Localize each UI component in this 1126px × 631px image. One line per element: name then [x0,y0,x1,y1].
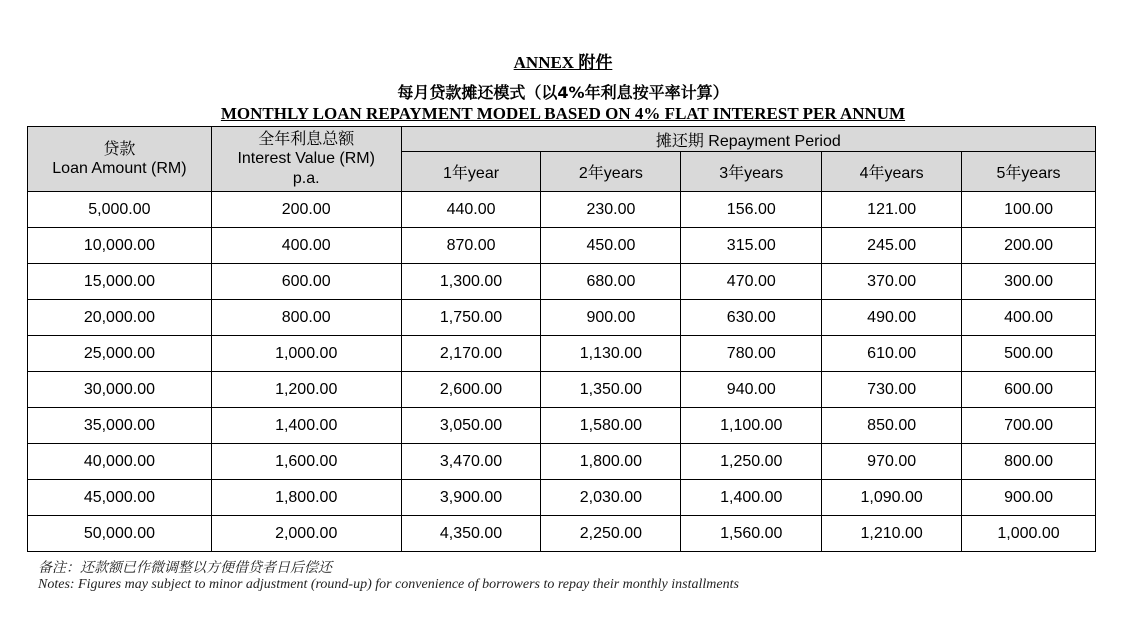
table-cell: 245.00 [822,228,962,264]
table-cell: 630.00 [681,300,822,336]
header-loan-amount [28,127,212,192]
table-cell: 45,000.00 [28,480,212,516]
table-cell: 440.00 [401,192,541,228]
table-cell: 940.00 [681,372,822,408]
table-cell: 1,000.00 [962,516,1096,552]
table-row [28,300,1096,336]
table-cell: 156.00 [681,192,822,228]
table-cell: 3,050.00 [401,408,541,444]
table-cell: 50,000.00 [28,516,212,552]
table-cell: 780.00 [681,336,822,372]
table-cell: 730.00 [822,372,962,408]
repayment-table [27,126,1096,552]
header-year-3: 3年years [681,152,822,192]
table-cell: 121.00 [822,192,962,228]
table-cell: 1,000.00 [211,336,401,372]
table-cell: 800.00 [962,444,1096,480]
table-cell: 2,030.00 [541,480,681,516]
header-interest-cn: 全年利息总额 [258,129,355,148]
table-cell: 600.00 [962,372,1096,408]
table-cell: 680.00 [541,264,681,300]
table-cell: 2,250.00 [541,516,681,552]
table-cell: 315.00 [681,228,822,264]
header-interest-en: Interest Value (RM) [237,150,375,167]
table-cell: 500.00 [962,336,1096,372]
header-loan-amount-en: Loan Amount (RM) [52,160,187,177]
table-cell: 15,000.00 [28,264,212,300]
table-cell: 370.00 [822,264,962,300]
table-cell: 3,900.00 [401,480,541,516]
table-cell: 400.00 [211,228,401,264]
table-cell: 20,000.00 [28,300,212,336]
table-cell: 450.00 [541,228,681,264]
table-cell: 10,000.00 [28,228,212,264]
table-cell: 200.00 [962,228,1096,264]
table-cell: 1,400.00 [681,480,822,516]
table-cell: 1,560.00 [681,516,822,552]
table-cell: 900.00 [962,480,1096,516]
table-cell: 800.00 [211,300,401,336]
table-row [28,192,1096,228]
table-cell: 850.00 [822,408,962,444]
table-cell: 900.00 [541,300,681,336]
table-cell: 40,000.00 [28,444,212,480]
table-cell: 4,350.00 [401,516,541,552]
table-cell: 1,200.00 [211,372,401,408]
table-cell: 300.00 [962,264,1096,300]
table-cell: 1,090.00 [822,480,962,516]
table-row [28,228,1096,264]
header-year-2: 2年years [541,152,681,192]
header-loan-amount-cn: 贷款 [103,139,136,158]
header-interest-pa: p.a. [292,170,320,187]
table-cell: 600.00 [211,264,401,300]
title-english: MONTHLY LOAN REPAYMENT MODEL BASED ON 4% FLAT INTEREST PER ANNUM [220,104,906,123]
table-cell: 3,470.00 [401,444,541,480]
table-cell: 100.00 [962,192,1096,228]
table-cell: 1,130.00 [541,336,681,372]
table-cell: 700.00 [962,408,1096,444]
table-cell: 25,000.00 [28,336,212,372]
table-row [28,516,1096,552]
table-cell: 230.00 [541,192,681,228]
table-cell: 1,350.00 [541,372,681,408]
annex-title: ANNEX 附件 [513,53,613,72]
header-interest-value [211,127,401,192]
table-row [28,480,1096,516]
table-cell: 1,100.00 [681,408,822,444]
note-chinese: 备注：还款额已作微调整以方便借贷者日后偿还 [38,560,332,576]
header-repayment-period: 摊还期 Repayment Period [401,127,1095,152]
table-header [28,127,1096,192]
table-cell: 400.00 [962,300,1096,336]
table-row [28,444,1096,480]
table-cell: 610.00 [822,336,962,372]
table-cell: 5,000.00 [28,192,212,228]
table-cell: 2,600.00 [401,372,541,408]
table-body [28,192,1096,552]
table-row [28,408,1096,444]
table-cell: 1,250.00 [681,444,822,480]
title-chinese: 每月贷款摊还模式（以4%年利息按平率计算） [397,83,729,102]
table-cell: 1,800.00 [211,480,401,516]
table-cell: 470.00 [681,264,822,300]
table-cell: 1,580.00 [541,408,681,444]
table-cell: 30,000.00 [28,372,212,408]
table-cell: 1,210.00 [822,516,962,552]
table-cell: 1,300.00 [401,264,541,300]
table-cell: 35,000.00 [28,408,212,444]
note-english: Notes: Figures may subject to minor adjustment (round-up) for convenience of borrowers to repay their monthly installments [38,577,739,592]
table-row [28,336,1096,372]
table-cell: 1,750.00 [401,300,541,336]
table-cell: 1,600.00 [211,444,401,480]
table-cell: 200.00 [211,192,401,228]
table-cell: 970.00 [822,444,962,480]
table-cell: 1,400.00 [211,408,401,444]
header-year-1: 1年year [401,152,541,192]
table-cell: 1,800.00 [541,444,681,480]
header-year-4: 4年years [822,152,962,192]
header-year-5: 5年years [962,152,1096,192]
table-row [28,264,1096,300]
table-cell: 2,170.00 [401,336,541,372]
table-row [28,372,1096,408]
table-cell: 490.00 [822,300,962,336]
table-cell: 870.00 [401,228,541,264]
table-cell: 2,000.00 [211,516,401,552]
